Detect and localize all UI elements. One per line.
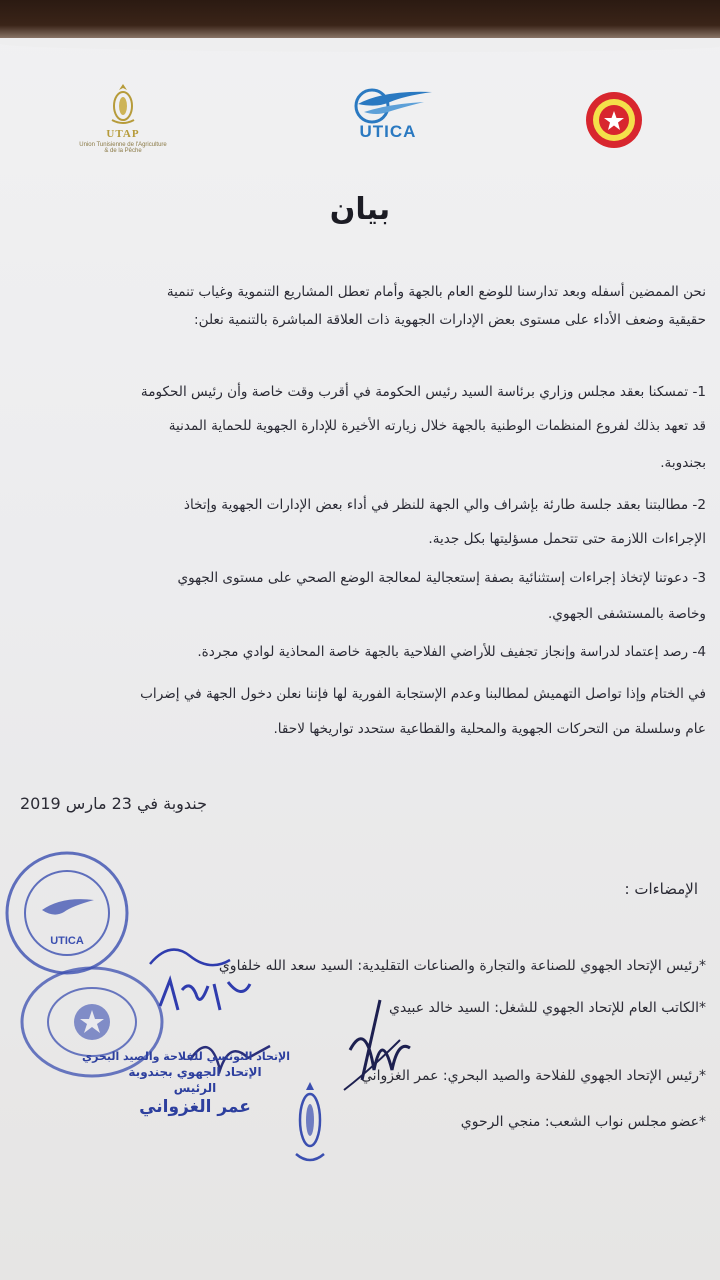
point-1-line: قد تعهد بذلك لفروع المنظمات الوطنية بالجهة خلال زيارته الأخيرة للإدارة الجهوية للحماية المدنية [168, 418, 706, 434]
point-1-line: 1- تمسكنا بعقد مجلس وزاري برئاسة السيد رئيس الحكومة في أقرب وقت خاصة وأن رئيس الحكومة [140, 384, 706, 400]
utica-logo-name: UTICA [359, 122, 417, 141]
point-1-line: بجندوبة. [660, 455, 706, 471]
document-title: بيان [329, 192, 391, 227]
utap-stamp-emblem-icon [292, 1080, 328, 1166]
utica-emblem-icon [344, 84, 434, 124]
closing-line: عام وسلسلة من التحركات الجهوية والمحلية والقطاعية ستحدد تواريخها لاحقا. [273, 721, 706, 737]
utap-emblem-icon [106, 82, 140, 126]
intro-line: حقيقية وضعف الأداء على مستوى بعض الإدارات الجهوية ذات العلاقة المباشرة بالتنمية نعلن: [194, 312, 706, 328]
signatures-heading: الإمضاءات : [624, 880, 698, 898]
point-2-line: الإجراءات اللازمة حتى تتحمل مسؤليتها بكل جدية. [428, 531, 706, 547]
utap-logo-subtitle: Union Tunisienne de l'Agriculture & de la Pêche [79, 142, 167, 154]
photo-top-edge [0, 0, 720, 42]
svg-text:UTICA: UTICA [50, 935, 84, 947]
signatory-line: *الكاتب العام للإتحاد الجهوي للشغل: السيد خالد عبيدي [388, 1000, 706, 1016]
utap-regional-stamp [81, 1050, 290, 1117]
signatory-line: *رئيس الإتحاد الجهوي للفلاحة والصيد البحري: عمر الغزواني [361, 1068, 706, 1084]
stamp-name: عمر الغزواني [139, 1097, 251, 1117]
utica-round-stamp [2, 848, 132, 978]
utica-logo [336, 84, 440, 146]
utap-logo-name: UTAP [106, 128, 140, 140]
signatory-line: *عضو مجلس نواب الشعب: منجي الرحوي [460, 1114, 706, 1130]
ugtt-logo [584, 90, 644, 150]
point-2-line: 2- مطالبتنا بعقد جلسة طارئة بإشراف والي الجهة للنظر في أداء بعض الإدارات الجهوية وإتخاذ [183, 497, 706, 513]
point-3-line: 3- دعوتنا لإتخاذ إجراءات إستثنائية بصفة إستعجالية لمعالجة الوضع الصحي على مستوى الجهوي [177, 570, 706, 586]
utap-logo [78, 82, 168, 154]
ugtt-emblem-icon [584, 90, 644, 150]
document-date: جندوبة في 23 مارس 2019 [20, 794, 207, 813]
stamp-org-line: الإتحاد التونسي للفلاحة والصيد البحري [81, 1050, 290, 1063]
closing-line: في الختام وإذا تواصل التهميش لمطالبنا وعدم الإستجابة الفورية لها فإننا نعلن دخول الجهة في إضراب [140, 686, 706, 702]
intro-line: نحن الممضين أسفله وبعد تدارسنا للوضع العام بالجهة وأمام تعطل المشاريع التنموية وغياب تنمية [166, 284, 706, 300]
stamp-org-line: الإتحاد الجهوي بجندوبة [128, 1065, 262, 1079]
point-4-line: 4- رصد إعتماد لدراسة وإنجاز تجفيف للأراضي الفلاحية بالجهة خاصة المحاذية لوادي مجردة. [197, 644, 706, 660]
signatory-line: *رئيس الإتحاد الجهوي للصناعة والتجارة والصناعات التقليدية: السيد سعد الله خلفاوي [218, 958, 706, 974]
stamp-role: الرئيس [173, 1081, 217, 1095]
point-3-line: وخاصة بالمستشفى الجهوي. [547, 606, 706, 622]
